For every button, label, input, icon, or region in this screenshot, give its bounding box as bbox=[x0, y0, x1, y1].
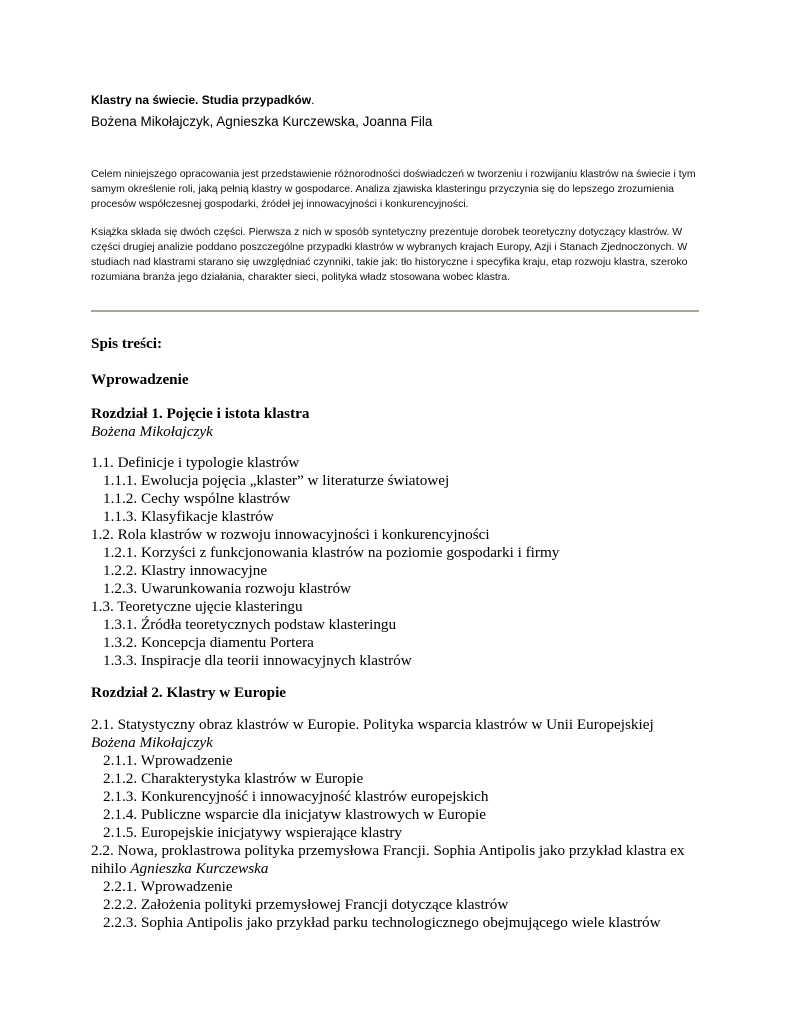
toc-heading: Spis treści: bbox=[91, 335, 163, 352]
subsection-1-1-1: 1.1.1. Ewolucja pojęcia „klaster” w literaturze światowej bbox=[103, 472, 450, 489]
section-2-2-author: Agnieszka Kurczewska bbox=[130, 860, 269, 877]
abstract-paragraph-1: Celem niniejszego opracowania jest przedstawienie różnorodności doświadczeń w tworzeniu i rozwijaniu klastrów na świecie i tym samym określenie roli, jaką pełnią klastry w gospodarce. Analiza zjawiska klasteringu przyczynia się do lepszego zrozumienia procesów współczesnej gospodarki, źródeł jej innowacyjności i konkurencyjności. bbox=[91, 168, 696, 211]
subsection-1-3-2: 1.3.2. Koncepcja diamentu Portera bbox=[103, 634, 314, 651]
horizontal-divider bbox=[91, 310, 699, 312]
subsection-1-1-3: 1.1.3. Klasyfikacje klastrów bbox=[103, 508, 274, 525]
section-1-2: 1.2. Rola klastrów w rozwoju innowacyjności i konkurencyjności bbox=[91, 526, 490, 543]
chapter-1-author: Bożena Mikołajczyk bbox=[91, 423, 213, 440]
chapter-1 bbox=[91, 404, 711, 441]
book-title bbox=[91, 93, 314, 107]
toc-introduction: Wprowadzenie bbox=[91, 371, 189, 388]
subsection-1-3-1: 1.3.1. Źródła teoretycznych podstaw klasteringu bbox=[103, 616, 397, 633]
chapter-2-title: Rozdział 2. Klastry w Europie bbox=[91, 684, 287, 701]
subsection-2-2-2: 2.2.2. Założenia polityki przemysłowej Francji dotyczące klastrów bbox=[103, 896, 509, 913]
chapter-1-sections bbox=[91, 454, 711, 670]
book-title-dot: . bbox=[311, 93, 315, 107]
subsection-1-2-2: 1.2.2. Klastry innowacyjne bbox=[103, 562, 268, 579]
section-1-3: 1.3. Teoretyczne ujęcie klasteringu bbox=[91, 598, 303, 615]
subsection-1-2-3: 1.2.3. Uwarunkowania rozwoju klastrów bbox=[103, 580, 352, 597]
chapter-1-title: Rozdział 1. Pojęcie i istota klastra bbox=[91, 405, 310, 422]
abstract-paragraph-2: Książka składa się dwóch części. Pierwsza z nich w sposób syntetyczny prezentuje dorobek teoretyczny dotyczący klastrów. W części drugiej analizie poddano poszczególne przypadki klastrów w wybranych krajach Europy, Azji i Stanach Zjednoczonych. W studiach nad klastrami starano się uwzględniać czynniki, takie jak: tło historyczne i specyfika kraju, etap rozwoju klastra, szeroko rozumiana branża jego działania, charakter sieci, polityka władz stosowana wobec klastra. bbox=[91, 226, 688, 284]
section-2-2-title: 2.2. Nowa, proklastrowa polityka przemysłowa Francji. Sophia Antipolis jako przykład klastra ex nihilo bbox=[91, 842, 685, 877]
section-2-2 bbox=[91, 842, 711, 878]
section-1-1: 1.1. Definicje i typologie klastrów bbox=[91, 454, 300, 471]
subsection-2-2-1: 2.2.1. Wprowadzenie bbox=[103, 878, 233, 895]
subsection-2-1-4: 2.1.4. Publiczne wsparcie dla inicjatyw klastrowych w Europie bbox=[103, 806, 486, 823]
subsection-2-2-3: 2.2.3. Sophia Antipolis jako przykład parku technologicznego obejmującego wiele klastrów bbox=[103, 914, 661, 931]
subsection-2-1-2: 2.1.2. Charakterystyka klastrów w Europie bbox=[103, 770, 364, 787]
subsection-1-1-2: 1.1.2. Cechy wspólne klastrów bbox=[103, 490, 291, 507]
subsection-2-1-1: 2.1.1. Wprowadzenie bbox=[103, 752, 233, 769]
book-authors: Bożena Mikołajczyk, Agnieszka Kurczewska, Joanna Fila bbox=[91, 114, 433, 129]
section-2-1-author: Bożena Mikołajczyk bbox=[91, 734, 213, 751]
subsection-2-1-5: 2.1.5. Europejskie inicjatywy wspierające klastry bbox=[103, 824, 403, 841]
subsection-1-3-3: 1.3.3. Inspiracje dla teorii innowacyjnych klastrów bbox=[103, 652, 412, 669]
subsection-1-2-1: 1.2.1. Korzyści z funkcjonowania klastrów na poziomie gospodarki i firmy bbox=[103, 544, 560, 561]
section-2-1: 2.1. Statystyczny obraz klastrów w Europie. Polityka wsparcia klastrów w Unii Europejskiej bbox=[91, 716, 654, 733]
subsection-2-1-3: 2.1.3. Konkurencyjność i innowacyjność klastrów europejskich bbox=[103, 788, 489, 805]
book-title-text: Klastry na świecie. Studia przypadków bbox=[91, 93, 312, 107]
chapter-2-sections bbox=[91, 716, 711, 932]
